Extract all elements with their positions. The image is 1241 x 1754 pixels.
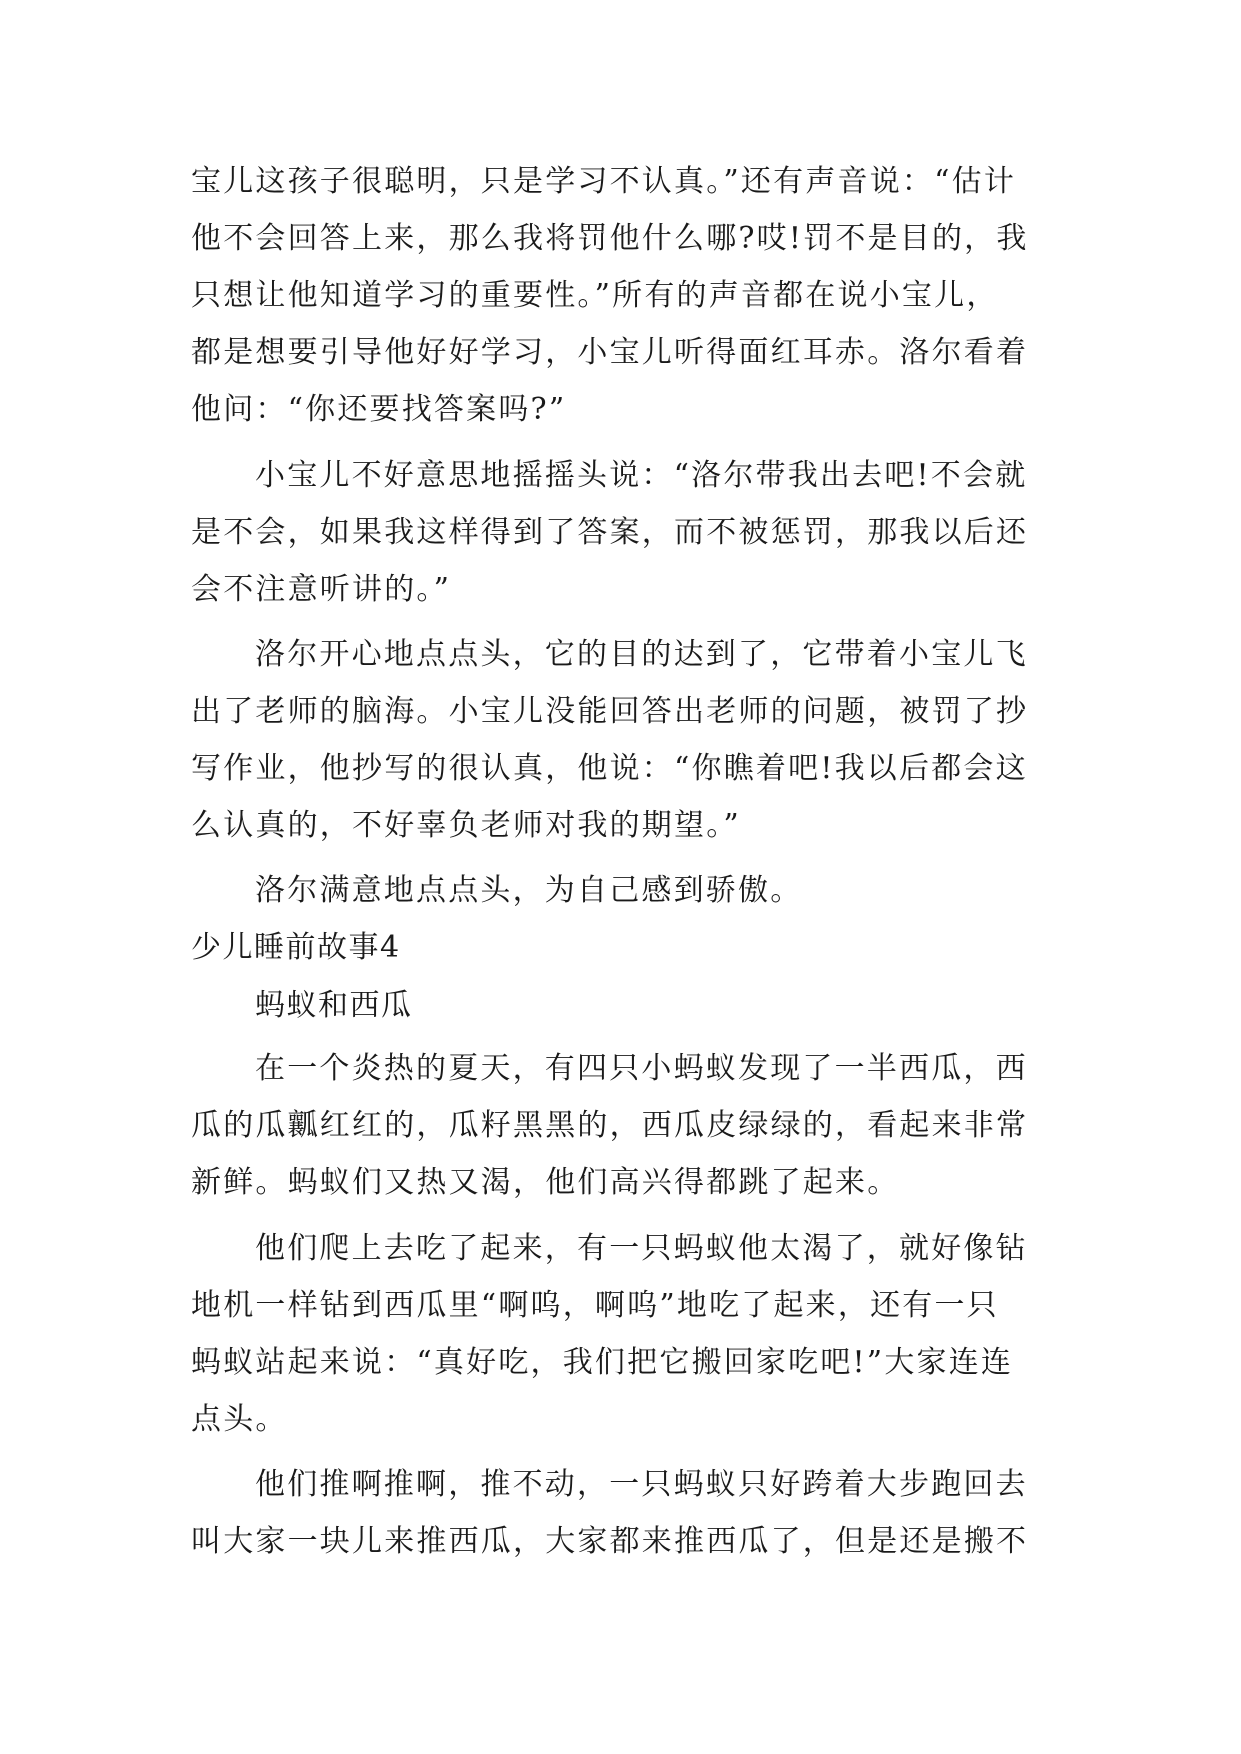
paragraph-first-line: 洛尔满意地点点头，为自己感到骄傲。 <box>255 873 803 908</box>
text-line: 只想让他知道学习的重要性。”所有的声音都在说小宝儿， <box>191 278 999 313</box>
text-line: 出了老师的脑海。小宝儿没能回答出老师的问题，被罚了抄 <box>191 694 1029 729</box>
paragraph-first-line: 洛尔开心地点点头，它的目的达到了，它带着小宝儿飞 <box>255 637 1028 672</box>
text-line: 宝儿这孩子很聪明，只是学习不认真。”还有声音说：“估计 <box>191 164 1017 199</box>
text-line: 都是想要引导他好好学习，小宝儿听得面红耳赤。洛尔看着 <box>191 335 1029 370</box>
text-line: 地机一样钻到西瓜里“啊呜，啊呜”地吃了起来，还有一只 <box>191 1288 999 1323</box>
paragraph-first-line: 他们爬上去吃了起来，有一只蚂蚁他太渴了，就好像钻 <box>255 1231 1028 1266</box>
text-line: 他问：“你还要找答案吗?” <box>191 392 567 427</box>
section-heading: 少儿睡前故事4 <box>191 930 401 965</box>
paragraph-first-line: 小宝儿不好意思地摇摇头说：“洛尔带我出去吧!不会就 <box>255 458 1028 493</box>
text-line: 瓜的瓜瓤红红的，瓜籽黑黑的，西瓜皮绿绿的，看起来非常 <box>191 1108 1029 1143</box>
paragraph-first-line: 他们推啊推啊，推不动，一只蚂蚁只好跨着大步跑回去 <box>255 1467 1028 1502</box>
text-line: 蚂蚁站起来说：“真好吃，我们把它搬回家吃吧!”大家连连 <box>191 1345 1014 1380</box>
text-line: 是不会，如果我这样得到了答案，而不被惩罚，那我以后还 <box>191 515 1029 550</box>
text-line: 会不注意听讲的。” <box>191 572 452 607</box>
text-line: 新鲜。蚂蚁们又热又渴，他们高兴得都跳了起来。 <box>191 1165 900 1200</box>
text-line: 点头。 <box>191 1402 288 1437</box>
paragraph-first-line: 在一个炎热的夏天，有四只小蚂蚁发现了一半西瓜，西 <box>255 1051 1028 1086</box>
text-line: 写作业，他抄写的很认真，他说：“你瞧着吧!我以后都会这 <box>191 751 1028 786</box>
text-line: 么认真的，不好辜负老师对我的期望。” <box>191 808 741 843</box>
text-line: 他不会回答上来，那么我将罚他什么哪?哎!罚不是目的，我 <box>191 221 1029 256</box>
story-title: 蚂蚁和西瓜 <box>255 988 413 1023</box>
text-line: 叫大家一块儿来推西瓜，大家都来推西瓜了，但是还是搬不 <box>191 1524 1029 1559</box>
